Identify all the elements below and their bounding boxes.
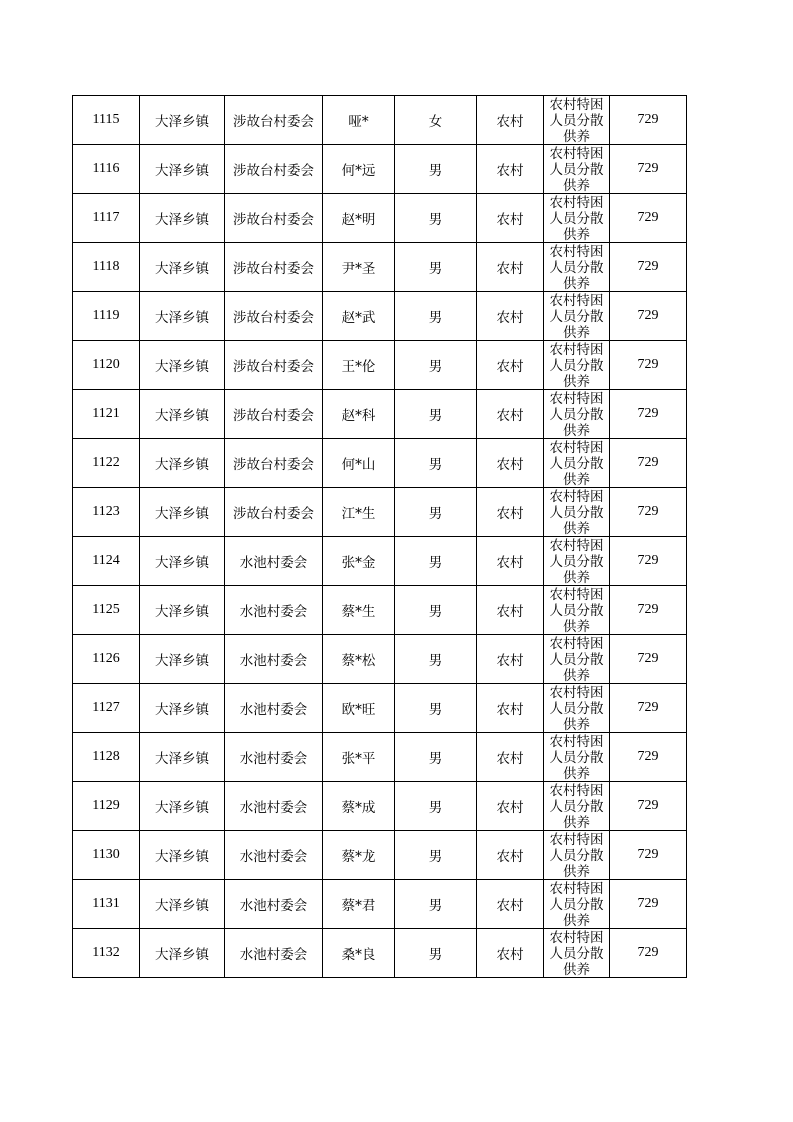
gender-cell: 男: [395, 635, 477, 684]
village-committee-cell: 水池村委会: [225, 635, 323, 684]
support-type-text: 农村特困人员分散供养: [549, 145, 604, 193]
gender-cell: 男: [395, 537, 477, 586]
support-type-text: 农村特困人员分散供养: [549, 782, 604, 830]
gender-cell: 男: [395, 831, 477, 880]
table-row: [73, 96, 687, 145]
row-number-cell: 1125: [73, 586, 140, 635]
village-committee-cell: 涉故台村委会: [225, 292, 323, 341]
village-committee-cell: 水池村委会: [225, 782, 323, 831]
area-type-cell: 农村: [477, 488, 544, 537]
table-row: [73, 292, 687, 341]
town-cell: 大泽乡镇: [140, 292, 225, 341]
row-number-cell: 1122: [73, 439, 140, 488]
amount-cell: 729: [610, 929, 687, 978]
gender-cell: 男: [395, 292, 477, 341]
village-committee-cell: 涉故台村委会: [225, 488, 323, 537]
person-name-cell: 何*远: [323, 145, 395, 194]
support-type-text: 农村特困人员分散供养: [549, 488, 604, 536]
support-type-text: 农村特困人员分散供养: [549, 733, 604, 781]
support-type-cell: [544, 635, 610, 684]
row-number-cell: 1126: [73, 635, 140, 684]
support-type-cell: [544, 194, 610, 243]
area-type-cell: 农村: [477, 586, 544, 635]
town-cell: 大泽乡镇: [140, 929, 225, 978]
table-row: [73, 929, 687, 978]
amount-cell: 729: [610, 684, 687, 733]
amount-cell: 729: [610, 782, 687, 831]
table-row: [73, 390, 687, 439]
village-committee-cell: 涉故台村委会: [225, 96, 323, 145]
gender-cell: 男: [395, 586, 477, 635]
gender-cell: 男: [395, 145, 477, 194]
village-committee-cell: 涉故台村委会: [225, 439, 323, 488]
table-row: [73, 243, 687, 292]
row-number-cell: 1119: [73, 292, 140, 341]
area-type-cell: 农村: [477, 390, 544, 439]
area-type-cell: 农村: [477, 782, 544, 831]
person-name-cell: 王*伦: [323, 341, 395, 390]
relief-roster-table: [72, 95, 687, 978]
table-row: [73, 782, 687, 831]
area-type-cell: 农村: [477, 439, 544, 488]
area-type-cell: 农村: [477, 537, 544, 586]
town-cell: 大泽乡镇: [140, 831, 225, 880]
table-row: [73, 684, 687, 733]
person-name-cell: 赵*科: [323, 390, 395, 439]
gender-cell: 男: [395, 880, 477, 929]
gender-cell: 男: [395, 341, 477, 390]
gender-cell: 男: [395, 439, 477, 488]
village-committee-cell: 涉故台村委会: [225, 194, 323, 243]
area-type-cell: 农村: [477, 292, 544, 341]
area-type-cell: 农村: [477, 145, 544, 194]
village-committee-cell: 涉故台村委会: [225, 341, 323, 390]
amount-cell: 729: [610, 831, 687, 880]
table-row: [73, 145, 687, 194]
table-row: [73, 439, 687, 488]
person-name-cell: 蔡*松: [323, 635, 395, 684]
support-type-cell: [544, 439, 610, 488]
support-type-cell: [544, 292, 610, 341]
amount-cell: 729: [610, 96, 687, 145]
row-number-cell: 1129: [73, 782, 140, 831]
village-committee-cell: 水池村委会: [225, 929, 323, 978]
town-cell: 大泽乡镇: [140, 586, 225, 635]
gender-cell: 男: [395, 684, 477, 733]
town-cell: 大泽乡镇: [140, 733, 225, 782]
support-type-text: 农村特困人员分散供养: [549, 684, 604, 732]
amount-cell: 729: [610, 390, 687, 439]
row-number-cell: 1130: [73, 831, 140, 880]
support-type-text: 农村特困人员分散供养: [549, 635, 604, 683]
person-name-cell: 蔡*生: [323, 586, 395, 635]
table-row: [73, 194, 687, 243]
gender-cell: 男: [395, 243, 477, 292]
row-number-cell: 1123: [73, 488, 140, 537]
area-type-cell: 农村: [477, 684, 544, 733]
amount-cell: 729: [610, 243, 687, 292]
area-type-cell: 农村: [477, 96, 544, 145]
amount-cell: 729: [610, 292, 687, 341]
support-type-text: 农村特困人员分散供养: [549, 390, 604, 438]
amount-cell: 729: [610, 145, 687, 194]
support-type-text: 农村特困人员分散供养: [549, 194, 604, 242]
area-type-cell: 农村: [477, 880, 544, 929]
village-committee-cell: 涉故台村委会: [225, 145, 323, 194]
person-name-cell: 尹*圣: [323, 243, 395, 292]
support-type-text: 农村特困人员分散供养: [549, 243, 604, 291]
person-name-cell: 蔡*成: [323, 782, 395, 831]
support-type-cell: [544, 733, 610, 782]
area-type-cell: 农村: [477, 733, 544, 782]
person-name-cell: 蔡*龙: [323, 831, 395, 880]
row-number-cell: 1118: [73, 243, 140, 292]
town-cell: 大泽乡镇: [140, 439, 225, 488]
gender-cell: 男: [395, 488, 477, 537]
support-type-cell: [544, 831, 610, 880]
support-type-text: 农村特困人员分散供养: [549, 341, 604, 389]
support-type-cell: [544, 586, 610, 635]
village-committee-cell: 水池村委会: [225, 831, 323, 880]
area-type-cell: 农村: [477, 341, 544, 390]
town-cell: 大泽乡镇: [140, 145, 225, 194]
person-name-cell: 哑*: [323, 96, 395, 145]
support-type-cell: [544, 390, 610, 439]
town-cell: 大泽乡镇: [140, 684, 225, 733]
area-type-cell: 农村: [477, 194, 544, 243]
area-type-cell: 农村: [477, 929, 544, 978]
support-type-cell: [544, 929, 610, 978]
village-committee-cell: 水池村委会: [225, 537, 323, 586]
person-name-cell: 张*金: [323, 537, 395, 586]
town-cell: 大泽乡镇: [140, 488, 225, 537]
support-type-text: 农村特困人员分散供养: [549, 880, 604, 928]
row-number-cell: 1115: [73, 96, 140, 145]
support-type-cell: [544, 145, 610, 194]
table-row: [73, 880, 687, 929]
support-type-cell: [544, 880, 610, 929]
person-name-cell: 江*生: [323, 488, 395, 537]
gender-cell: 男: [395, 194, 477, 243]
row-number-cell: 1116: [73, 145, 140, 194]
relief-roster-sheet: [72, 95, 687, 978]
village-committee-cell: 水池村委会: [225, 880, 323, 929]
gender-cell: 男: [395, 929, 477, 978]
area-type-cell: 农村: [477, 243, 544, 292]
table-row: [73, 586, 687, 635]
person-name-cell: 赵*武: [323, 292, 395, 341]
support-type-text: 农村特困人员分散供养: [549, 831, 604, 879]
table-row: [73, 488, 687, 537]
amount-cell: 729: [610, 194, 687, 243]
amount-cell: 729: [610, 733, 687, 782]
support-type-cell: [544, 96, 610, 145]
amount-cell: 729: [610, 488, 687, 537]
row-number-cell: 1117: [73, 194, 140, 243]
town-cell: 大泽乡镇: [140, 96, 225, 145]
area-type-cell: 农村: [477, 831, 544, 880]
town-cell: 大泽乡镇: [140, 880, 225, 929]
gender-cell: 男: [395, 782, 477, 831]
amount-cell: 729: [610, 537, 687, 586]
gender-cell: 女: [395, 96, 477, 145]
town-cell: 大泽乡镇: [140, 194, 225, 243]
person-name-cell: 桑*良: [323, 929, 395, 978]
row-number-cell: 1132: [73, 929, 140, 978]
village-committee-cell: 水池村委会: [225, 586, 323, 635]
table-row: [73, 831, 687, 880]
amount-cell: 729: [610, 880, 687, 929]
table-body: [73, 96, 687, 978]
support-type-cell: [544, 243, 610, 292]
town-cell: 大泽乡镇: [140, 390, 225, 439]
amount-cell: 729: [610, 341, 687, 390]
person-name-cell: 蔡*君: [323, 880, 395, 929]
row-number-cell: 1128: [73, 733, 140, 782]
village-committee-cell: 水池村委会: [225, 733, 323, 782]
support-type-cell: [544, 537, 610, 586]
village-committee-cell: 水池村委会: [225, 684, 323, 733]
table-row: [73, 537, 687, 586]
support-type-cell: [544, 782, 610, 831]
support-type-text: 农村特困人员分散供养: [549, 96, 604, 144]
table-row: [73, 733, 687, 782]
amount-cell: 729: [610, 586, 687, 635]
village-committee-cell: 涉故台村委会: [225, 243, 323, 292]
support-type-text: 农村特困人员分散供养: [549, 292, 604, 340]
town-cell: 大泽乡镇: [140, 635, 225, 684]
town-cell: 大泽乡镇: [140, 782, 225, 831]
person-name-cell: 欧*旺: [323, 684, 395, 733]
support-type-cell: [544, 684, 610, 733]
table-row: [73, 341, 687, 390]
row-number-cell: 1120: [73, 341, 140, 390]
row-number-cell: 1131: [73, 880, 140, 929]
row-number-cell: 1127: [73, 684, 140, 733]
gender-cell: 男: [395, 390, 477, 439]
town-cell: 大泽乡镇: [140, 243, 225, 292]
support-type-text: 农村特困人员分散供养: [549, 439, 604, 487]
amount-cell: 729: [610, 635, 687, 684]
person-name-cell: 赵*明: [323, 194, 395, 243]
gender-cell: 男: [395, 733, 477, 782]
village-committee-cell: 涉故台村委会: [225, 390, 323, 439]
person-name-cell: 张*平: [323, 733, 395, 782]
support-type-cell: [544, 341, 610, 390]
area-type-cell: 农村: [477, 635, 544, 684]
town-cell: 大泽乡镇: [140, 537, 225, 586]
support-type-text: 农村特困人员分散供养: [549, 537, 604, 585]
amount-cell: 729: [610, 439, 687, 488]
person-name-cell: 何*山: [323, 439, 395, 488]
row-number-cell: 1121: [73, 390, 140, 439]
row-number-cell: 1124: [73, 537, 140, 586]
town-cell: 大泽乡镇: [140, 341, 225, 390]
support-type-text: 农村特困人员分散供养: [549, 929, 604, 977]
support-type-cell: [544, 488, 610, 537]
table-row: [73, 635, 687, 684]
support-type-text: 农村特困人员分散供养: [549, 586, 604, 634]
